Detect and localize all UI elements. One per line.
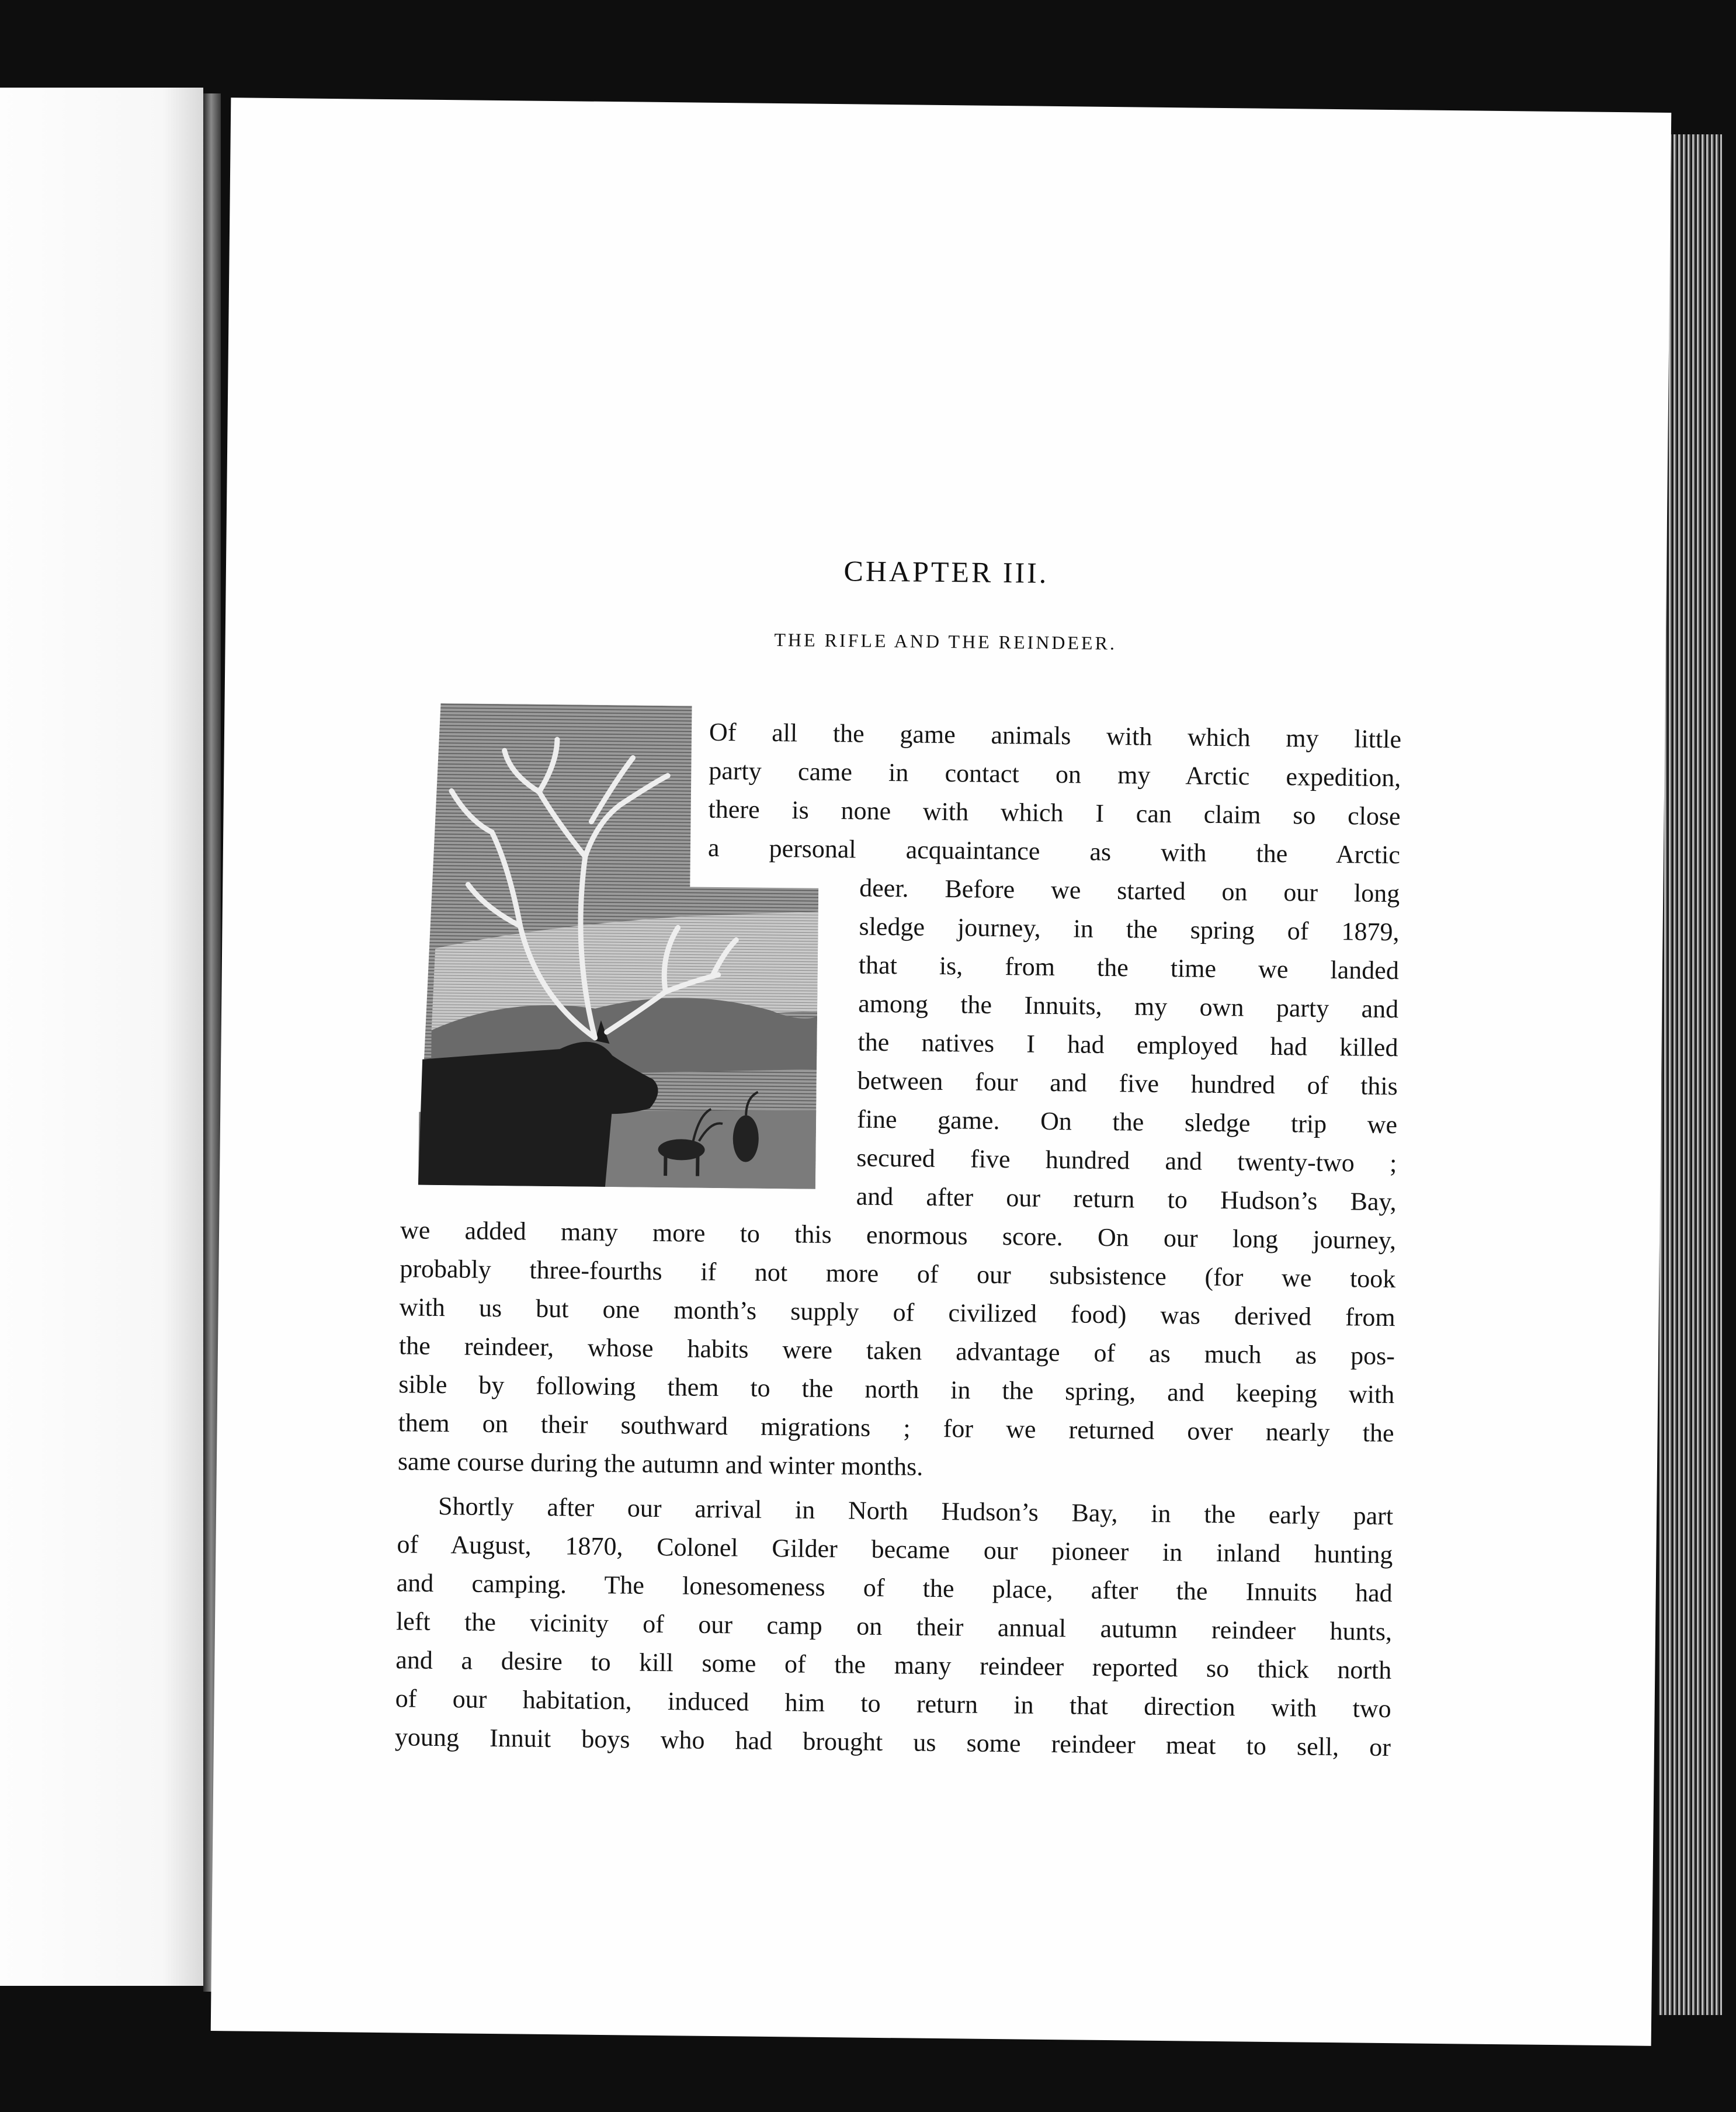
chapter-heading: CHAPTER III.: [843, 554, 1049, 589]
text-line: young Innuit boys who had brought us some reindeer meat to sell, or: [394, 1722, 1391, 1762]
text-line: between four and five hundred of this: [857, 1066, 1398, 1101]
text-line: the reindeer, whose habits were taken advantage of as much as pos-: [398, 1331, 1395, 1371]
text-line: Shortly after our arrival in North Hudson’s Bay, in the early part: [438, 1492, 1394, 1531]
text-line: sledge journey, in the spring of 1879,: [859, 912, 1400, 947]
left-facing-page: [0, 88, 203, 1986]
text-line: them on their southward migrations ; for we returned over nearly the: [398, 1408, 1394, 1448]
text-line: Of all the game animals with which my little: [709, 717, 1402, 754]
chapter-subtitle: THE RIFLE AND THE REINDEER.: [774, 628, 1117, 654]
text-line: a personal acquaintance as with the Arctic: [707, 833, 1401, 870]
text-line: there is none with which I can claim so close: [708, 794, 1401, 831]
text-line: probably three-fourths if not more of our subsistence (for we took: [400, 1254, 1396, 1294]
text-line: party came in contact on my Arctic expedition,: [709, 756, 1401, 793]
text-line: sible by following them to the north in the spring, and keeping with: [398, 1370, 1395, 1409]
text-line: among the Innuits, my own party and: [857, 989, 1399, 1024]
text-line: secured five hundred and twenty-two ;: [856, 1143, 1397, 1178]
text-line: with us but one month’s supply of civilized food) was derived from: [399, 1293, 1395, 1332]
body-text: [211, 98, 1672, 2046]
text-line: left the vicinity of our camp on their annual autumn reindeer hunts,: [395, 1607, 1393, 1646]
text-line: deer. Before we started on our long: [859, 873, 1400, 908]
text-line: same course during the autumn and winter months.: [397, 1447, 923, 1481]
text-line: of August, 1870, Colonel Gilder became our pioneer in inland hunting: [397, 1530, 1393, 1569]
text-line: the natives I had employed had killed: [857, 1027, 1398, 1062]
text-line: and camping. The lonesomeness of the place, after the Innuits had: [396, 1568, 1393, 1608]
text-line: and a desire to kill some of the many reindeer reported so thick north: [395, 1645, 1392, 1685]
text-line: and after our return to Hudson’s Bay,: [856, 1182, 1397, 1217]
text-line: that is, from the time we landed: [858, 950, 1400, 985]
text-line: fine game. On the sledge trip we: [856, 1104, 1398, 1140]
text-line: we added many more to this enormous score. On our long journey,: [400, 1215, 1397, 1255]
book-page: [211, 98, 1672, 2046]
text-line: of our habitation, induced him to return in that direction with two: [395, 1684, 1391, 1724]
